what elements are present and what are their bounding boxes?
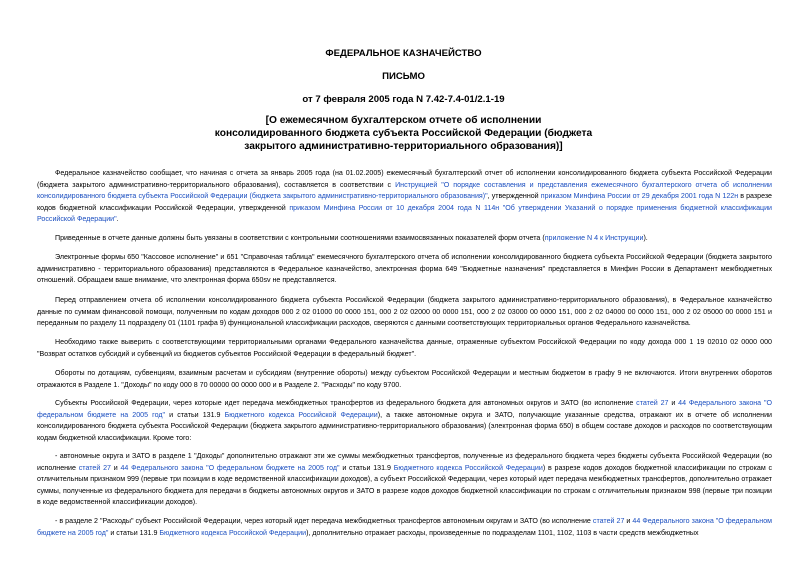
- paragraph-1: Федеральное казначейство сообщает, что начиная с отчета за январь 2005 года (на 01.02.2005) ежемесячный бухгалтерский отчет об исполнении консолидированного бюджета субъекта Российской Федерации (бюджета закрытого административно-территориального образования), составляется в соответствии с Инструкцией "О порядке составления и представления ежемесячного бухгалтерского отчета об исполнении консолидированного бюджета субъекта Российской Федерации (бюджета закрытого административно-территориального образования)", утвержденной приказом Минфина России от 29 декабря 2001 года N 122н в разрезе кодов бюджетной классификации Российской Федерации, утвержденной приказом Минфина России от 10 декабря 2004 года N 114н "Об утверждении Указаний о порядке применения бюджетной классификации Российской Федерации".: [37, 169, 773, 224]
- paragraph-7: Субъекты Российской Федерации, через которые идет передача межбюджетных трансфертов из федерального бюджета для автономных округов и ЗАТО (во исполнение статей 27 и 44 Федерального закона "О федеральном бюджете на 2005 год" и статьи 131.9 Бюджетного кодекса Российской Федерации), а также автономные округа и ЗАТО, получающие указанные средства, отражают их в отчете об исполнении консолидированного бюджета субъекта Российской Федерации (бюджета закрытого административно-территориального образования) (электронная форма 650) в общем составе доходов и расходов по соответствующим кодам бюджетной классификации. Кроме того:: [37, 399, 773, 442]
- paragraph-9: - в разделе 2 "Расходы" субъект Российской Федерации, через который идет передача межбюджетных трансфертов автономным округам и ЗАТО (во исполнение статей 27 и 44 Федерального закона "О федеральном бюджете на 2005 год" и статьи 131.9 Бюджетного кодекса Российской Федерации), дополнительно отражает расходы, произведенные по подразделам 1101, 1102, 1103 в части средств межбюджетных: [37, 517, 773, 537]
- federal-budget-law-link[interactable]: 44 Федерального закона "О федеральном бюджете на 2005 год": [37, 399, 773, 419]
- articles-27-link[interactable]: статей 27: [636, 399, 669, 407]
- paragraph-6: Обороты по дотациям, субвенциям, взаимным расчетам и субсидиям (внутренние обороты) между субъектом Российской Федерации и местным бюджетом в графу 9 не включаются. Итоги внутренних оборотов отражаются в Разделе 1. "Доходы" по коду 000 8 70 00000 00 0000 000 и в Разделе 2. "Расходы" по коду 9700.: [37, 369, 772, 389]
- articles-27-link[interactable]: статей 27: [592, 517, 625, 525]
- federal-budget-law-link[interactable]: 44 Федерального закона "О федеральном бюджете на 2005 год": [37, 517, 773, 537]
- budget-code-link[interactable]: Бюджетного кодекса Российской Федерации: [159, 528, 307, 537]
- instruction-link[interactable]: Инструкцией "О порядке составления и представления ежемесячного бухгалтерского отчета об исполнении консолидированного бюджета субъекта Российской Федерации (бюджета закрытого административно-территориального образования)": [37, 180, 772, 201]
- issuing-organization: ФЕДЕРАЛЬНОЕ КАЗНАЧЕЙСТВО: [325, 48, 482, 59]
- appendix-4-link[interactable]: приложение N 4 к Инструкции: [544, 234, 644, 242]
- articles-27-link[interactable]: статей 27: [78, 463, 111, 472]
- document-subject-line-3: закрытого административно-территориального образования)]: [244, 141, 563, 152]
- federal-budget-law-link[interactable]: 44 Федерального закона "О федеральном бюджете на 2005 год": [120, 463, 340, 472]
- paragraph-2: Приведенные в отчете данные должны быть увязаны в соответствии с контрольными соотношениями взаимосвязанных показателей форм отчета (приложение N 4 к Инструкции).: [55, 234, 648, 242]
- document-subject-line-2: консолидированного бюджета субъекта Российской Федерации (бюджета: [214, 128, 593, 139]
- order-122n-link[interactable]: приказом Минфина России от 29 декабря 2001 года N 122н: [540, 192, 739, 201]
- budget-code-link[interactable]: Бюджетного кодекса Российской Федерации: [393, 463, 543, 472]
- document-type: ПИСЬМО: [382, 71, 425, 82]
- document-date-number: от 7 февраля 2005 года N 7.42-7.4-01/2.1-19: [302, 94, 505, 105]
- order-114n-link[interactable]: приказом Минфина России от 10 декабря 2004 года N 114н "Об утверждении Указаний о порядке применения бюджетной классификации Российской Федерации": [37, 203, 773, 224]
- budget-code-link[interactable]: Бюджетного кодекса Российской Федерации: [224, 410, 378, 419]
- paragraph-8: - автономные округа и ЗАТО в разделе 1 "Доходы" дополнительно отражают эти же суммы межбюджетных трансфертов, полученные из федерального бюджета через бюджеты субъекта Российской Федерации (во исполнение статей 27 и 44 Федерального закона "О федеральном бюджете на 2005 год" и статьи 131.9 Бюджетного кодекса Российской Федерации) в разрезе кодов доходов бюджетной классификации по строкам с отличительным признаком 999 (первые три позиции в коде ведомственной классификации доходов), а субъект Российской Федерации, через который идет передача межбюджетных трансфертов, дополнительно отражает суммы, полученные из федерального бюджета для передачи в бюджеты автономных округов и ЗАТО в разрезе кодов доходов бюджетной классификации по строкам с отличительным признаком 998 (первые три позиции в коде ведомственной классификации доходов).: [37, 452, 773, 507]
- document-subject-line-1: [О ежемесячном бухгалтерском отчете об исполнении: [265, 115, 542, 126]
- paragraph-3: Электронные формы 650 "Кассовое исполнение" и 651 "Справочная таблица" ежемесячного бухгалтерского отчета об исполнении консолидированного бюджета субъекта Российской Федерации (бюджета закрытого административно - территориального образования) представляются в Федеральное казначейство, электронная форма 649 "Бюджетные назначения" представляется в Минфин России в Департамент межбюджетных отношений. Обращаем ваше внимание, что электронная форма 650sv не представляется.: [37, 253, 772, 285]
- paragraph-4: Перед отправлением отчета об исполнении консолидированного бюджета субъекта Российской Федерации (бюджета закрытого административно-территориального образования), в Федеральное казначейство данные по суммам финансовой помощи, полученным по кодам доходов 000 2 02 01000 00 0000 151, 000 2 02 02000 00 0000 151, 000 2 02 03000 00 0000 151, 000 2 02 04000 00 0000 151, 000 2 02 05000 00 0000 151 и переданным по разделу 11 подразделу 01 (1101 графа 9) функциональной классификации расходов, сверяются с данными соответствующих территориальных органов Федерального казначейства.: [37, 296, 772, 328]
- paragraph-5: Необходимо также выверить с соответствующими территориальными органами Федерального казначейства данные, отраженные субъектом Российской Федерации по коду дохода 000 1 19 02010 02 0000 000 "Возврат остатков субсидий и субвенций из бюджетов субъектов Российской Федерации в федеральный бюджет".: [37, 338, 772, 358]
